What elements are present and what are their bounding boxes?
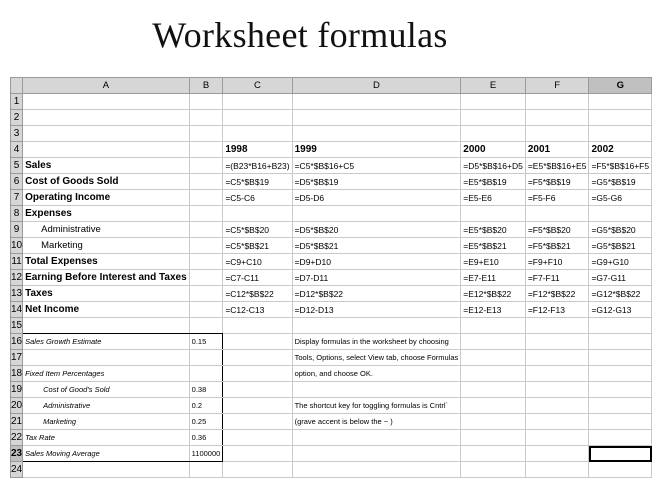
cell[interactable] xyxy=(223,382,292,398)
column-header-a[interactable]: A xyxy=(23,78,190,94)
formula-cell[interactable]: =C9+C10 xyxy=(223,254,292,270)
cell[interactable] xyxy=(589,318,652,334)
cell[interactable] xyxy=(223,366,292,382)
row-label-cell[interactable]: Administrative xyxy=(23,222,190,238)
table-row xyxy=(11,222,652,238)
formula-cell[interactable]: =G9+G10 xyxy=(589,254,652,270)
cell[interactable] xyxy=(461,94,526,110)
table-row xyxy=(11,110,652,126)
formula-cell[interactable]: =C5*$B$20 xyxy=(223,222,292,238)
cell[interactable] xyxy=(292,382,461,398)
input-value-cell[interactable]: 0.15 xyxy=(189,334,223,350)
column-header-c[interactable]: C xyxy=(223,78,292,94)
row-label-cell[interactable]: Sales xyxy=(23,158,190,174)
table-row xyxy=(11,206,652,222)
cell[interactable] xyxy=(189,206,223,222)
table-row xyxy=(11,302,652,318)
formula-cell[interactable]: =G5*$B$21 xyxy=(589,238,652,254)
row-header[interactable]: 1 xyxy=(11,94,23,110)
cell[interactable] xyxy=(189,462,223,478)
note-cell[interactable]: option, and choose OK. xyxy=(292,366,461,382)
row-header[interactable]: 18 xyxy=(11,366,23,382)
worksheet-table xyxy=(10,77,652,478)
cell[interactable] xyxy=(223,462,292,478)
cell[interactable] xyxy=(525,398,589,414)
row-header[interactable]: 11 xyxy=(11,254,23,270)
cell[interactable] xyxy=(461,446,526,462)
table-row xyxy=(11,158,652,174)
cell[interactable] xyxy=(189,142,223,158)
cell[interactable] xyxy=(223,334,292,350)
formula-cell[interactable]: =C5*$B$21 xyxy=(223,238,292,254)
table-row xyxy=(11,462,652,478)
formula-cell[interactable]: =G7-G11 xyxy=(589,270,652,286)
formula-cell[interactable]: =G12*$B$22 xyxy=(589,286,652,302)
cell[interactable] xyxy=(589,382,652,398)
cell[interactable] xyxy=(189,110,223,126)
cell[interactable] xyxy=(189,366,223,382)
column-header-row xyxy=(11,78,652,94)
cell[interactable] xyxy=(589,366,652,382)
formula-cell[interactable]: =E5*$B$20 xyxy=(461,222,526,238)
formula-cell[interactable]: =F12-F13 xyxy=(525,302,589,318)
row-header[interactable]: 17 xyxy=(11,350,23,366)
formula-cell[interactable]: =D12*$B$22 xyxy=(292,286,461,302)
cell[interactable] xyxy=(223,206,292,222)
row-label-cell[interactable]: Expenses xyxy=(23,206,190,222)
cell[interactable] xyxy=(189,270,223,286)
formula-cell[interactable]: =D12-D13 xyxy=(292,302,461,318)
input-label-cell[interactable]: Fixed Item Percentages xyxy=(23,366,190,382)
cell[interactable] xyxy=(189,350,223,366)
table-row xyxy=(11,254,652,270)
page-title: Worksheet formulas xyxy=(152,15,448,55)
table-row xyxy=(11,382,652,398)
formula-cell[interactable]: =E7-E11 xyxy=(461,270,526,286)
cell[interactable] xyxy=(589,414,652,430)
cell[interactable] xyxy=(525,366,589,382)
table-row xyxy=(11,238,652,254)
row-label-cell[interactable]: Net Income xyxy=(23,302,190,318)
formula-cell[interactable]: =F5*$B$20 xyxy=(525,222,589,238)
input-label-cell[interactable]: Tax Rate xyxy=(23,430,190,446)
formula-cell[interactable]: =E12-E13 xyxy=(461,302,526,318)
cell[interactable] xyxy=(189,254,223,270)
row-header[interactable]: 3 xyxy=(11,126,23,142)
row-header[interactable]: 19 xyxy=(11,382,23,398)
cell[interactable] xyxy=(589,110,652,126)
cell[interactable] xyxy=(23,142,190,158)
cell[interactable] xyxy=(525,350,589,366)
row-header[interactable]: 21 xyxy=(11,414,23,430)
cell[interactable] xyxy=(525,430,589,446)
table-row xyxy=(11,398,652,414)
formula-cell[interactable]: =G5*$B$20 xyxy=(589,222,652,238)
year-header-cell[interactable]: 2002 xyxy=(589,142,652,158)
cell[interactable] xyxy=(589,334,652,350)
year-header-cell[interactable]: 2001 xyxy=(525,142,589,158)
cell[interactable] xyxy=(23,126,190,142)
row-header[interactable]: 7 xyxy=(11,190,23,206)
cell[interactable] xyxy=(461,334,526,350)
spreadsheet-grid[interactable] xyxy=(10,77,650,475)
cell[interactable] xyxy=(189,190,223,206)
formula-cell[interactable]: =F12*$B$22 xyxy=(525,286,589,302)
column-header-d[interactable]: D xyxy=(292,78,461,94)
cell[interactable] xyxy=(589,398,652,414)
formula-cell[interactable]: =E5*$B$16+E5 xyxy=(525,158,589,174)
cell[interactable] xyxy=(525,126,589,142)
table-row xyxy=(11,366,652,382)
formula-cell[interactable]: =F5*$B$19 xyxy=(525,174,589,190)
formula-cell[interactable]: =E5*$B$21 xyxy=(461,238,526,254)
cell[interactable] xyxy=(589,94,652,110)
cell[interactable] xyxy=(525,334,589,350)
cell[interactable] xyxy=(525,382,589,398)
cell[interactable] xyxy=(223,398,292,414)
row-header[interactable]: 5 xyxy=(11,158,23,174)
cell[interactable] xyxy=(292,446,461,462)
cell[interactable] xyxy=(23,350,190,366)
cell[interactable] xyxy=(525,414,589,430)
note-cell[interactable]: Display formulas in the worksheet by choosing xyxy=(292,334,461,350)
column-header-f[interactable]: F xyxy=(525,78,589,94)
cell[interactable] xyxy=(292,94,461,110)
formula-cell[interactable]: =D5*$B$19 xyxy=(292,174,461,190)
cell[interactable] xyxy=(292,462,461,478)
input-value-cell[interactable]: 0.36 xyxy=(189,430,223,446)
formula-cell[interactable]: =C5-C6 xyxy=(223,190,292,206)
cell[interactable] xyxy=(292,206,461,222)
column-header-e[interactable]: E xyxy=(461,78,526,94)
cell[interactable] xyxy=(23,318,190,334)
cell[interactable] xyxy=(461,206,526,222)
row-header[interactable]: 9 xyxy=(11,222,23,238)
formula-cell[interactable]: =E5*$B$19 xyxy=(461,174,526,190)
formula-cell[interactable]: =D5-D6 xyxy=(292,190,461,206)
cell[interactable] xyxy=(223,110,292,126)
table-row xyxy=(11,430,652,446)
cell[interactable] xyxy=(589,206,652,222)
cell[interactable] xyxy=(461,366,526,382)
formula-cell[interactable]: =E12*$B$22 xyxy=(461,286,526,302)
cell[interactable] xyxy=(589,430,652,446)
cell[interactable] xyxy=(292,430,461,446)
table-row xyxy=(11,270,652,286)
row-header[interactable]: 2 xyxy=(11,110,23,126)
formula-cell[interactable]: =C7-C11 xyxy=(223,270,292,286)
table-row xyxy=(11,350,652,366)
year-header-cell[interactable]: 1998 xyxy=(223,142,292,158)
row-header[interactable]: 24 xyxy=(11,462,23,478)
formula-cell[interactable]: =(B23*B16+B23) xyxy=(223,158,292,174)
cell[interactable] xyxy=(223,446,292,462)
table-row xyxy=(11,286,652,302)
cell[interactable] xyxy=(23,94,190,110)
cell[interactable] xyxy=(223,414,292,430)
cell[interactable] xyxy=(23,110,190,126)
formula-cell[interactable]: =E5-E6 xyxy=(461,190,526,206)
row-label-cell[interactable]: Cost of Goods Sold xyxy=(23,174,190,190)
cell[interactable] xyxy=(461,430,526,446)
cell[interactable] xyxy=(292,318,461,334)
formula-cell[interactable]: =E9+E10 xyxy=(461,254,526,270)
formula-cell[interactable]: =F5*$B$16+F5 xyxy=(589,158,652,174)
table-row xyxy=(11,94,652,110)
cell[interactable] xyxy=(461,414,526,430)
formula-cell[interactable]: =C5*$B$16+C5 xyxy=(292,158,461,174)
cell[interactable] xyxy=(292,110,461,126)
formula-cell[interactable]: =D5*$B$21 xyxy=(292,238,461,254)
cell[interactable] xyxy=(223,318,292,334)
row-header[interactable]: 10 xyxy=(11,238,23,254)
cell[interactable] xyxy=(223,430,292,446)
year-header-cell[interactable]: 2000 xyxy=(461,142,526,158)
cell[interactable] xyxy=(189,222,223,238)
year-header-cell[interactable]: 1999 xyxy=(292,142,461,158)
row-label-cell[interactable]: Taxes xyxy=(23,286,190,302)
table-row xyxy=(11,126,652,142)
formula-cell[interactable]: =G12-G13 xyxy=(589,302,652,318)
row-label-cell[interactable]: Earning Before Interest and Taxes xyxy=(23,270,190,286)
row-header[interactable]: 4 xyxy=(11,142,23,158)
cell[interactable] xyxy=(589,462,652,478)
row-header[interactable]: 8 xyxy=(11,206,23,222)
input-value-cell[interactable]: 1100000 xyxy=(189,446,223,462)
cell[interactable] xyxy=(461,350,526,366)
formula-cell[interactable]: =G5*$B$19 xyxy=(589,174,652,190)
row-label-cell[interactable]: Marketing xyxy=(23,238,190,254)
note-cell[interactable]: The shortcut key for toggling formulas is Cntrl` xyxy=(292,398,461,414)
formula-cell[interactable]: =F9+F10 xyxy=(525,254,589,270)
cell[interactable] xyxy=(292,126,461,142)
note-cell[interactable]: Tools, Options, select View tab, choose Formulas xyxy=(292,350,461,366)
table-row xyxy=(11,142,652,158)
cell[interactable] xyxy=(189,158,223,174)
cell[interactable] xyxy=(525,318,589,334)
table-row xyxy=(11,174,652,190)
formula-cell[interactable]: =D5*$B$16+D5 xyxy=(461,158,526,174)
formula-cell[interactable]: =G5-G6 xyxy=(589,190,652,206)
cell[interactable] xyxy=(589,350,652,366)
table-row xyxy=(11,334,652,350)
input-label-cell[interactable]: Cost of Good's Sold xyxy=(23,382,190,398)
cell[interactable] xyxy=(461,126,526,142)
row-header[interactable]: 6 xyxy=(11,174,23,190)
row-header[interactable]: 23 xyxy=(11,446,23,462)
cell[interactable] xyxy=(223,94,292,110)
formula-cell[interactable]: =C12*$B$22 xyxy=(223,286,292,302)
cell[interactable] xyxy=(223,350,292,366)
cell[interactable] xyxy=(189,286,223,302)
cell[interactable] xyxy=(461,462,526,478)
row-label-cell[interactable]: Total Expenses xyxy=(23,254,190,270)
row-header[interactable]: 12 xyxy=(11,270,23,286)
row-header[interactable]: 13 xyxy=(11,286,23,302)
table-row xyxy=(11,414,652,430)
row-header[interactable]: 20 xyxy=(11,398,23,414)
cell[interactable] xyxy=(189,94,223,110)
select-all-corner[interactable] xyxy=(11,78,23,94)
input-value-cell[interactable]: 0.38 xyxy=(189,382,223,398)
table-row xyxy=(11,446,652,462)
note-cell[interactable]: (grave accent is below the ~ ) xyxy=(292,414,461,430)
cell[interactable] xyxy=(461,110,526,126)
cell[interactable] xyxy=(189,126,223,142)
row-header[interactable]: 14 xyxy=(11,302,23,318)
input-label-cell[interactable]: Administrative xyxy=(23,398,190,414)
formula-cell[interactable]: =D5*$B$20 xyxy=(292,222,461,238)
formula-cell[interactable]: =F5-F6 xyxy=(525,190,589,206)
input-label-cell[interactable]: Sales Moving Average xyxy=(23,446,190,462)
cell[interactable] xyxy=(189,174,223,190)
cell[interactable] xyxy=(589,126,652,142)
cell[interactable] xyxy=(525,206,589,222)
cell[interactable] xyxy=(189,302,223,318)
cell[interactable] xyxy=(525,94,589,110)
row-header[interactable]: 15 xyxy=(11,318,23,334)
formula-cell[interactable]: =C12-C13 xyxy=(223,302,292,318)
table-row xyxy=(11,190,652,206)
input-value-cell[interactable]: 0.25 xyxy=(189,414,223,430)
row-header[interactable]: 22 xyxy=(11,430,23,446)
cell[interactable] xyxy=(525,446,589,462)
cell[interactable] xyxy=(525,110,589,126)
selected-cell[interactable] xyxy=(589,446,652,462)
column-header-b[interactable]: B xyxy=(189,78,223,94)
formula-cell[interactable]: =F7-F11 xyxy=(525,270,589,286)
cell[interactable] xyxy=(525,462,589,478)
column-header-g[interactable]: G xyxy=(589,78,652,94)
cell[interactable] xyxy=(461,398,526,414)
row-header[interactable]: 16 xyxy=(11,334,23,350)
table-row xyxy=(11,318,652,334)
formula-cell[interactable]: =D7-D11 xyxy=(292,270,461,286)
cell[interactable] xyxy=(189,238,223,254)
cell[interactable] xyxy=(461,318,526,334)
input-label-cell[interactable]: Marketing xyxy=(23,414,190,430)
cell[interactable] xyxy=(461,382,526,398)
formula-cell[interactable]: =F5*$B$21 xyxy=(525,238,589,254)
input-value-cell[interactable]: 0.2 xyxy=(189,398,223,414)
formula-cell[interactable]: =D9+D10 xyxy=(292,254,461,270)
cell[interactable] xyxy=(23,462,190,478)
row-label-cell[interactable]: Operating Income xyxy=(23,190,190,206)
cell[interactable] xyxy=(223,126,292,142)
cell[interactable] xyxy=(189,318,223,334)
formula-cell[interactable]: =C5*$B$19 xyxy=(223,174,292,190)
input-label-cell[interactable]: Sales Growth Estimate xyxy=(23,334,190,350)
